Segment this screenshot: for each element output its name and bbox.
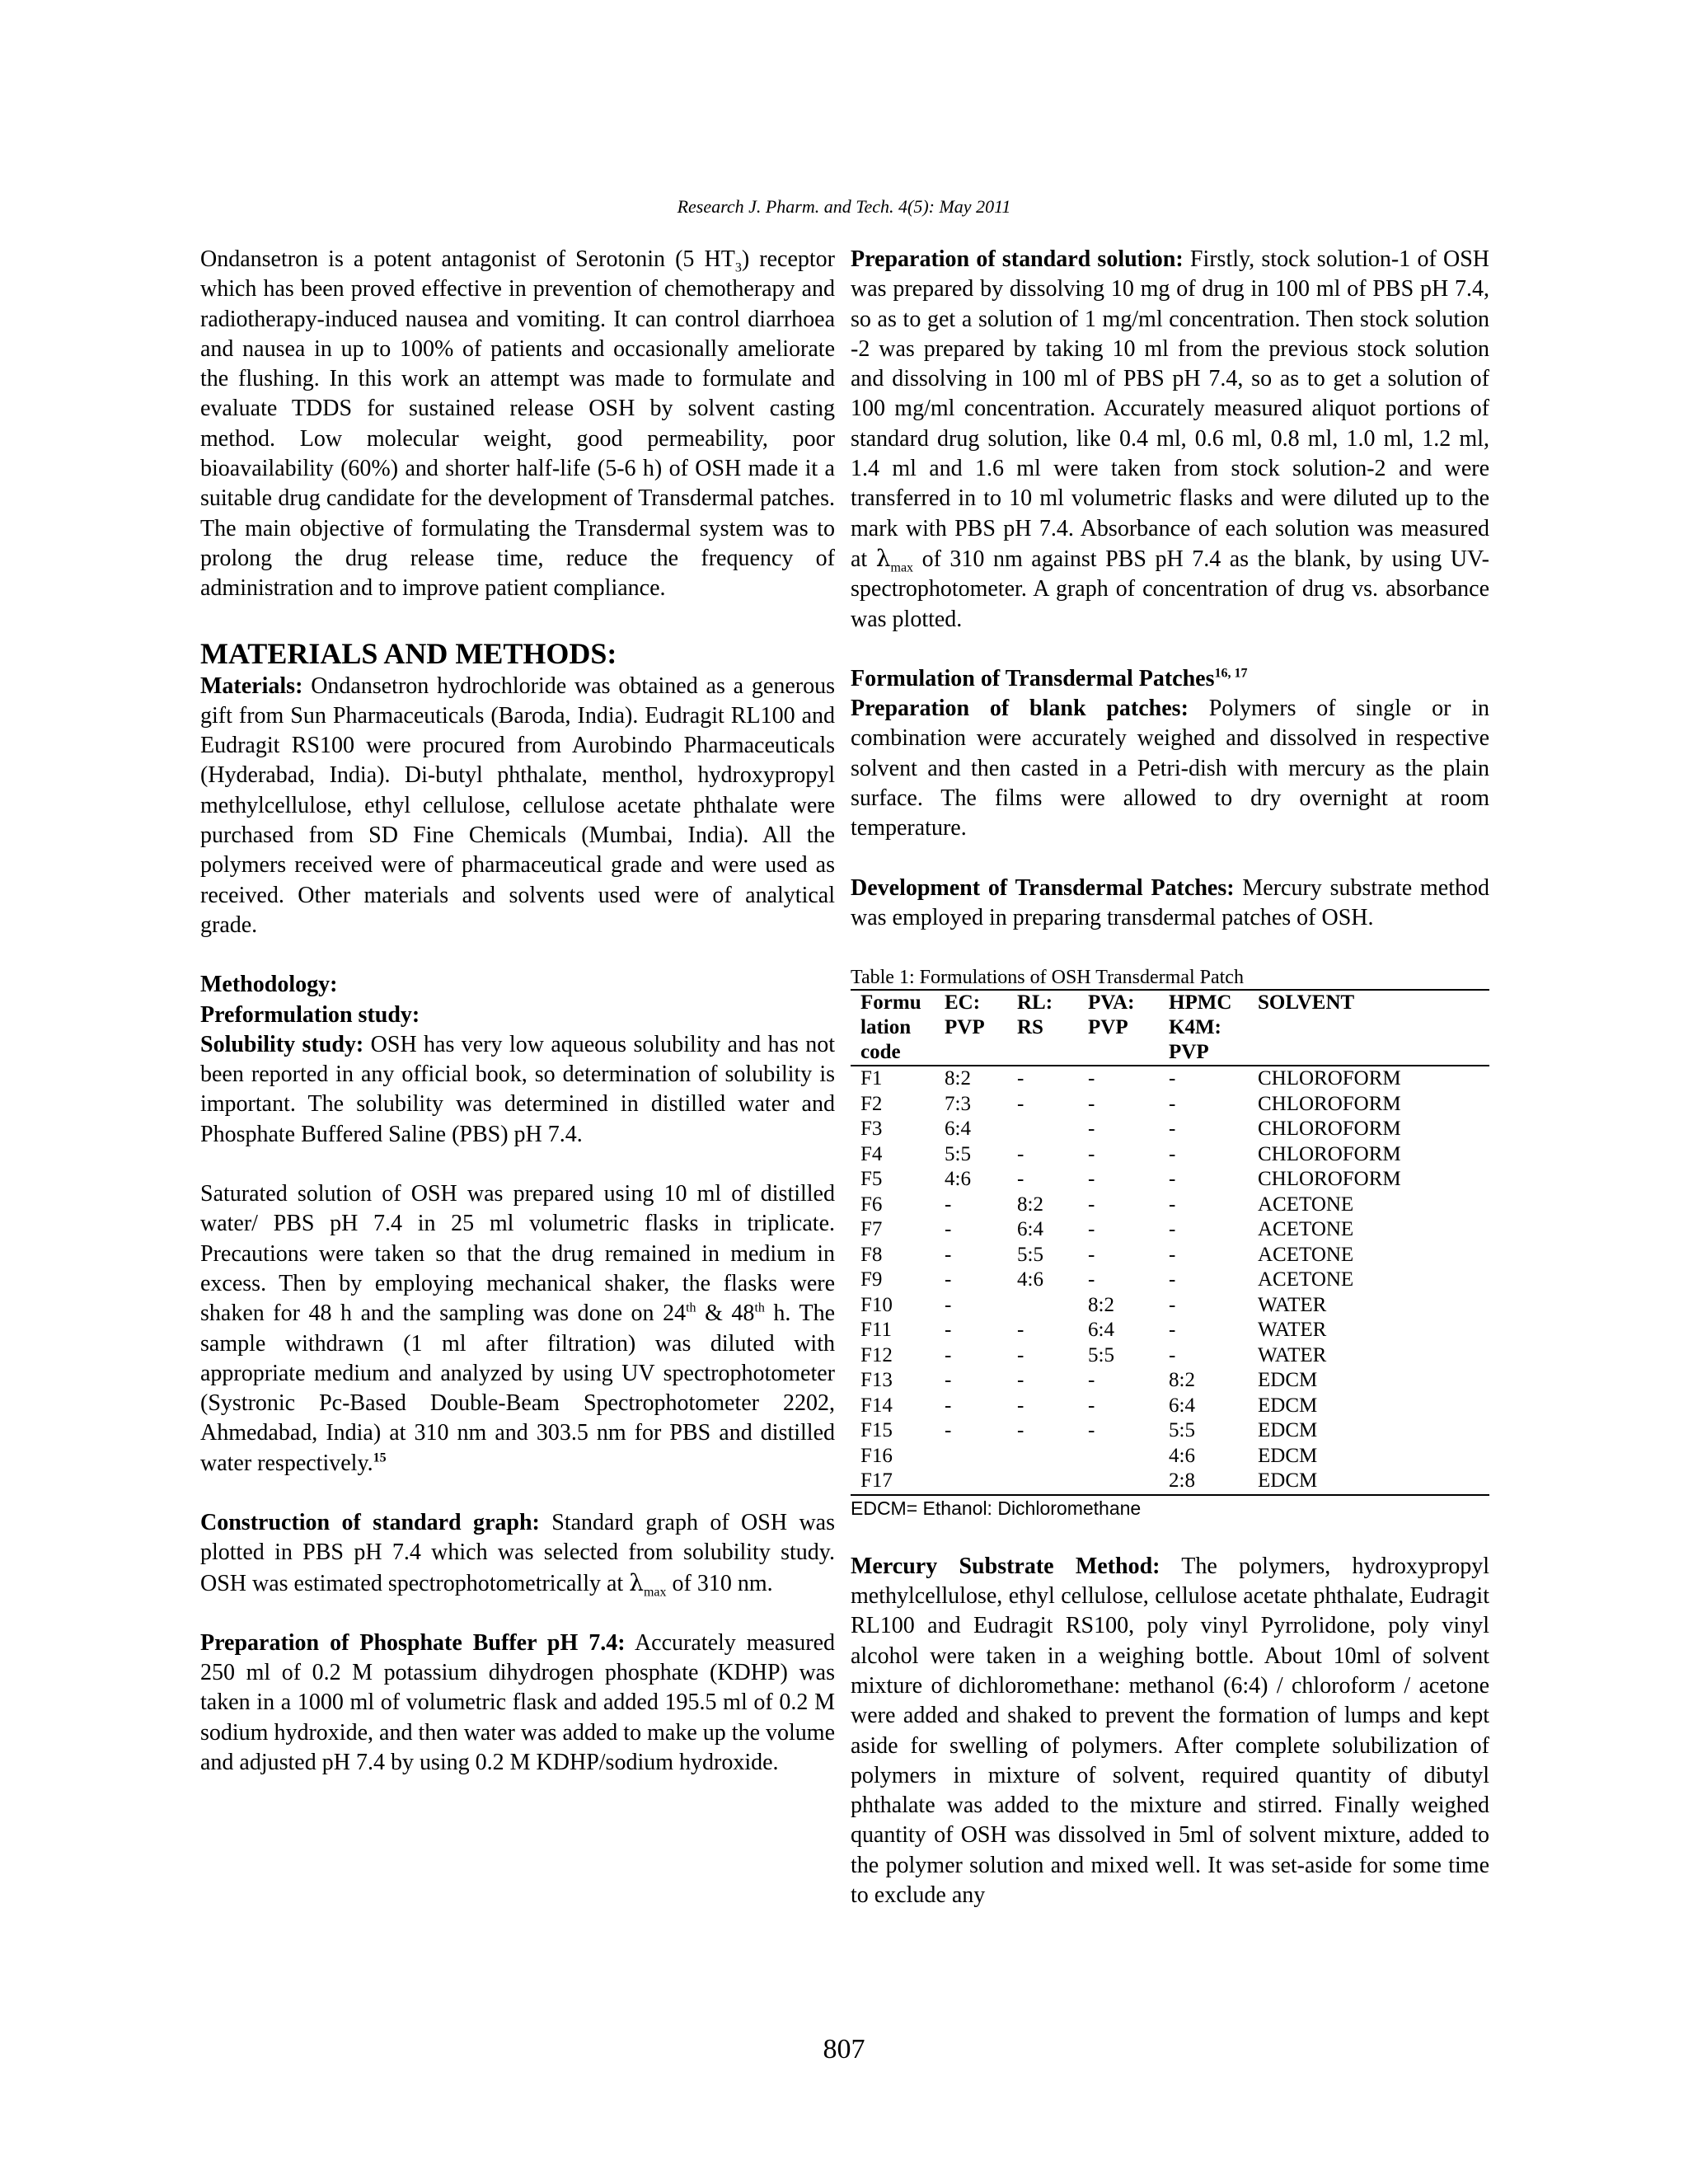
table-caption: Table 1: Formulations of OSH Transdermal Patch — [851, 967, 1244, 989]
table-row — [851, 1193, 1489, 1218]
right-column — [851, 245, 1489, 1910]
table-cell: WATER — [1258, 1293, 1327, 1316]
materials-paragraph: Materials: Ondansetron hydrochloride was obtained as a generous gift from Sun Pharmaceuticals (Baroda, India). Eudragit RL100 and Eudragit RS100 were procured from Aurobindo Pharmaceuticals (Hyderabad, India). Di-butyl phthalate, menthol, hydroxypropyl methylcellulose, ethyl cellulose, cellulose acetate phthalate were purchased from SD Fine Chemicals (Mumbai, India). All the polymers received were of pharmaceutical grade and were used as received. Other materials and solvents used were of analytical grade. — [200, 673, 835, 938]
table-cell: - — [1169, 1343, 1176, 1366]
development-paragraph: Development of Transdermal Patches: Mercury substrate method was employed in preparing transdermal patches of OSH. — [851, 874, 1490, 930]
table-cell: EDCM — [1258, 1394, 1318, 1417]
table-cell: 5:5 — [1017, 1243, 1043, 1266]
table-cell: - — [1017, 1067, 1025, 1090]
table-cell: F3 — [860, 1118, 883, 1141]
table-cell: - — [1088, 1369, 1095, 1392]
page-number: 807 — [823, 2034, 865, 2064]
table-cell: - — [1088, 1092, 1095, 1115]
section-title: MATERIALS AND METHODS: — [200, 636, 617, 670]
table-header-row — [851, 990, 1489, 1066]
table-cell: F12 — [860, 1343, 893, 1366]
table-cell: - — [1169, 1293, 1176, 1316]
formulations-table — [851, 989, 1489, 1496]
table-cell: - — [1169, 1092, 1176, 1115]
table-cell: ACETONE — [1258, 1218, 1354, 1241]
table-row — [851, 1066, 1489, 1092]
table-cell: - — [1088, 1419, 1095, 1442]
table-cell: 8:2 — [1169, 1369, 1195, 1392]
table-cell: 7:3 — [945, 1092, 971, 1115]
table-cell: - — [1088, 1243, 1095, 1266]
intro-paragraph: Ondansetron is a potent antagonist of Serotonin (5 $HT_3$) receptor which has been proved effective in prevention of chemotherapy and radiotherapy-induced nausea and vomiting. It can control diarrhoea and nausea in up to 100% of patients and occasionally ameliorate the flushing. In this work an attempt was made to formulate and evaluate TDDS for sustained release OSH by solvent casting method. Low molecular weight, good permeability, poor bioavailability (60%) and shorter half-life (5-6 h) of OSH made it a suitable drug candidate for the development of Transdermal patches. The main objective of formulating the Transdermal system was to prolong the drug release time, reduce the frequency of administration and to improve patient compliance. — [200, 246, 835, 602]
table-cell: - — [1088, 1193, 1095, 1216]
table-cell — [1007, 1293, 1078, 1319]
table-cell: 6:4 — [1088, 1319, 1114, 1342]
table-cell: F17 — [860, 1469, 893, 1493]
left-column — [200, 245, 835, 1778]
table-cell: - — [1088, 1142, 1095, 1165]
header-formulation-code: Formu lation code — [851, 990, 935, 1066]
table-cell: F7 — [860, 1218, 883, 1241]
table-cell: F9 — [860, 1268, 883, 1291]
table-cell: 2:8 — [1169, 1469, 1195, 1493]
table-body — [851, 1066, 1489, 1495]
table-cell: 5:5 — [1088, 1343, 1114, 1366]
table-cell: F11 — [860, 1319, 892, 1342]
table-cell: - — [1017, 1394, 1025, 1417]
table-cell: - — [1169, 1243, 1176, 1266]
table-row — [851, 1167, 1489, 1193]
table-cell: F16 — [860, 1444, 893, 1467]
table-cell — [1007, 1444, 1078, 1469]
table-cell: F6 — [860, 1193, 883, 1216]
table-cell: 6:4 — [1169, 1394, 1195, 1417]
standard-solution-paragraph: Preparation of standard solution: Firstly, stock solution-1 of OSH was prepared by dissolving 10 mg of drug in 100 ml of PBS pH 7.4, so as to get a solution of 1 mg/ml concentration. Then stock solution -2 was prepared by taking 10 ml from the previous stock solution and dissolving in 100 ml of PBS pH 7.4, so as to get a solution of 100 mg/ml concentration. Accurately measured aliquot portions of standard drug solution, like 0.4 ml, 0.6 ml, 0.8 ml, 1.0 ml, 1.2 ml, 1.4 ml and 1.6 ml were taken from stock solution-2 and were transferred in to 10 ml volumetric flasks and were diluted up to the mark with PBS pH 7.4. Absorbance of each solution was measured at $\lambda_{max}$ of 310 nm against PBS pH 7.4 as the blank, by using UV-spectrophotometer. A graph of concentration of drug vs. absorbance was plotted. — [851, 246, 1489, 632]
table-cell: F14 — [860, 1394, 893, 1417]
table-cell: F1 — [860, 1067, 883, 1090]
table-cell: - — [945, 1394, 952, 1417]
table-cell: - — [1017, 1369, 1025, 1392]
table-cell: EDCM — [1258, 1469, 1318, 1493]
table-row — [851, 1318, 1489, 1343]
table-cell: 4:6 — [1169, 1444, 1195, 1467]
table-cell: - — [1017, 1419, 1025, 1442]
table-cell: CHLOROFORM — [1258, 1142, 1401, 1165]
saturated-paragraph: Saturated solution of OSH was prepared using 10 ml of distilled water/ PBS pH 7.4 in 25 ml volumetric flasks in triplicate. Precautions were taken so that the drug remained in medium in excess. Then by employing mechanical shaker, the flasks were shaken for 48 h and the sampling was done on 24th & 48th h. The sample withdrawn (1 ml after filtration) was diluted with appropriate medium and analyzed by using UV spectrophotometer (Systronic Pc-Based Double-Beam Spectrophotometer 2202, Ahmedabad, India) at 310 nm and 303.5 nm for PBS and distilled water respectively.$^{15}$ — [200, 1181, 836, 1476]
table-cell: F10 — [860, 1293, 893, 1316]
header-ec-pvp: EC: PVP — [935, 990, 1007, 1066]
mercury-paragraph: Mercury Substrate Method: The polymers, hydroxypropyl methylcellulose, ethyl cellulose, cellulose acetate phthalate, Eudragit RL100 and Eudragit RS100, poly vinyl Pyrrolidone, poly vinyl alcohol were taken in a weighing bottle. About 10ml of solvent mixture of dichloromethane: methanol (6:4) / chloroform / acetone were added and shaked to prevent the formation of lumps and kept aside for swelling of polymers. After complete solubilization of polymers in mixture of solvent, required quantity of dibutyl phthalate was added to the mixture and stirred. Finally weighed quantity of OSH was dissolved in 5ml of solvent mixture, added to the polymer solution and mixed well. It was set-aside for some time to exclude any — [851, 1553, 1489, 1908]
table-cell: - — [1088, 1268, 1095, 1291]
table-cell: - — [1088, 1067, 1095, 1090]
header-solvent: SOLVENT — [1248, 990, 1489, 1066]
table-cell — [1007, 1469, 1078, 1495]
table-row — [851, 1469, 1489, 1495]
table-cell: EDCM — [1258, 1419, 1318, 1442]
table-cell: - — [1088, 1168, 1095, 1191]
table-cell: 4:6 — [1017, 1268, 1043, 1291]
table-cell: - — [945, 1243, 952, 1266]
table-cell: CHLOROFORM — [1258, 1092, 1401, 1115]
table-row — [851, 1343, 1489, 1369]
table-cell: - — [1169, 1319, 1176, 1342]
table-cell: - — [945, 1218, 952, 1241]
formulation-heading: Formulation of Transdermal Patches$^{16, 17}$ — [851, 665, 1248, 691]
table-row — [851, 1217, 1489, 1243]
table-cell: - — [1088, 1218, 1095, 1241]
table-cell: - — [1169, 1142, 1176, 1165]
table-cell: - — [1169, 1067, 1176, 1090]
table-cell: - — [945, 1343, 952, 1366]
table-cell: - — [1017, 1168, 1025, 1191]
table-row — [851, 1444, 1489, 1469]
table-cell: - — [945, 1193, 952, 1216]
table-cell: EDCM — [1258, 1369, 1318, 1392]
table-cell: - — [1169, 1218, 1176, 1241]
table-row — [851, 1117, 1489, 1142]
table-cell: - — [1017, 1343, 1025, 1366]
table-cell: - — [945, 1319, 952, 1342]
table-cell: 5:5 — [945, 1142, 971, 1165]
table-cell: WATER — [1258, 1319, 1327, 1342]
table-cell: F5 — [860, 1168, 883, 1191]
table-footnote: EDCM= Ethanol: Dichloromethane — [851, 1497, 1142, 1519]
solubility-paragraph: Solubility study: OSH has very low aqueous solubility and has not been reported in any official book, so determination of solubility is important. The solubility was determined in distilled water and Phosphate Buffered Saline (PBS) pH 7.4. — [200, 1031, 835, 1147]
table-cell: CHLOROFORM — [1258, 1168, 1401, 1191]
table-row — [851, 1293, 1489, 1319]
table-cell: - — [1017, 1142, 1025, 1165]
table-cell: - — [1017, 1319, 1025, 1342]
table-cell: - — [1169, 1268, 1176, 1291]
table-cell: EDCM — [1258, 1444, 1318, 1467]
buffer-paragraph: Preparation of Phosphate Buffer pH 7.4: Accurately measured 250 ml of 0.2 M potassium dihydrogen phosphate (KDHP) was taken in a 1000 ml of volumetric flask and added 195.5 ml of 0.2 M sodium hydroxide, and then water was added to make up the volume and adjusted pH 7.4 by using 0.2 M KDHP/sodium hydroxide. — [200, 1629, 835, 1776]
table-cell: F13 — [860, 1369, 893, 1392]
table-cell: WATER — [1258, 1343, 1327, 1366]
table-cell: CHLOROFORM — [1258, 1067, 1401, 1090]
table-cell — [1007, 1117, 1078, 1142]
table-cell: 8:2 — [1088, 1293, 1114, 1316]
table-row — [851, 1418, 1489, 1444]
blank-patches-paragraph: Preparation of blank patches: Polymers of single or in combination were accurately weighed and dissolved in respective solvent and then casted in a Petri-dish with mercury as the plain surface. The films were allowed to dry overnight at room temperature. — [851, 696, 1489, 841]
table-cell: 6:4 — [945, 1118, 971, 1141]
table-cell: - — [945, 1419, 952, 1442]
table-cell: 5:5 — [1169, 1419, 1195, 1442]
table-cell — [1078, 1469, 1159, 1495]
table-row — [851, 1243, 1489, 1268]
table-cell: - — [1088, 1118, 1095, 1141]
table-cell: - — [1169, 1168, 1176, 1191]
methodology-heading: Methodology: — [200, 972, 338, 998]
table-cell: F15 — [860, 1419, 893, 1442]
table-cell: - — [1088, 1394, 1095, 1417]
table-cell — [1078, 1444, 1159, 1469]
table-cell: F8 — [860, 1243, 883, 1266]
table-cell: 8:2 — [945, 1067, 971, 1090]
table-cell: ACETONE — [1258, 1243, 1354, 1266]
standard-graph-paragraph: Construction of standard graph: Standard graph of OSH was plotted in PBS pH 7.4 which was selected from solubility study. OSH was estimated spectrophotometrically at $\lambda_{max}$ of 310 nm. — [200, 1509, 835, 1600]
table-cell: - — [1017, 1092, 1025, 1115]
header-hpmc-pvp: HPMC K4M: PVP — [1159, 990, 1248, 1066]
table-cell — [935, 1444, 1007, 1469]
table-cell — [935, 1469, 1007, 1495]
table-row — [851, 1368, 1489, 1394]
table-cell: - — [945, 1293, 952, 1316]
running-head: Research J. Pharm. and Tech. 4(5): May 2011 — [677, 196, 1011, 217]
table-cell: - — [945, 1268, 952, 1291]
table-cell: - — [1169, 1193, 1176, 1216]
table-cell: 4:6 — [945, 1168, 971, 1191]
preformulation-heading: Preformulation study: — [200, 1001, 420, 1028]
header-pva-pvp: PVA: PVP — [1078, 990, 1159, 1066]
table-row — [851, 1142, 1489, 1168]
table-cell: 6:4 — [1017, 1218, 1043, 1241]
table-cell: ACETONE — [1258, 1268, 1354, 1291]
table-row — [851, 1394, 1489, 1419]
table-cell: - — [1169, 1118, 1176, 1141]
table-cell: - — [945, 1369, 952, 1392]
table-cell: 8:2 — [1017, 1193, 1043, 1216]
table-row — [851, 1268, 1489, 1293]
table-cell: F2 — [860, 1092, 883, 1115]
table-row — [851, 1092, 1489, 1118]
header-rl-rs: RL: RS — [1007, 990, 1078, 1066]
table-cell: F4 — [860, 1142, 883, 1165]
table-cell: ACETONE — [1258, 1193, 1354, 1216]
table-cell: CHLOROFORM — [1258, 1118, 1401, 1141]
